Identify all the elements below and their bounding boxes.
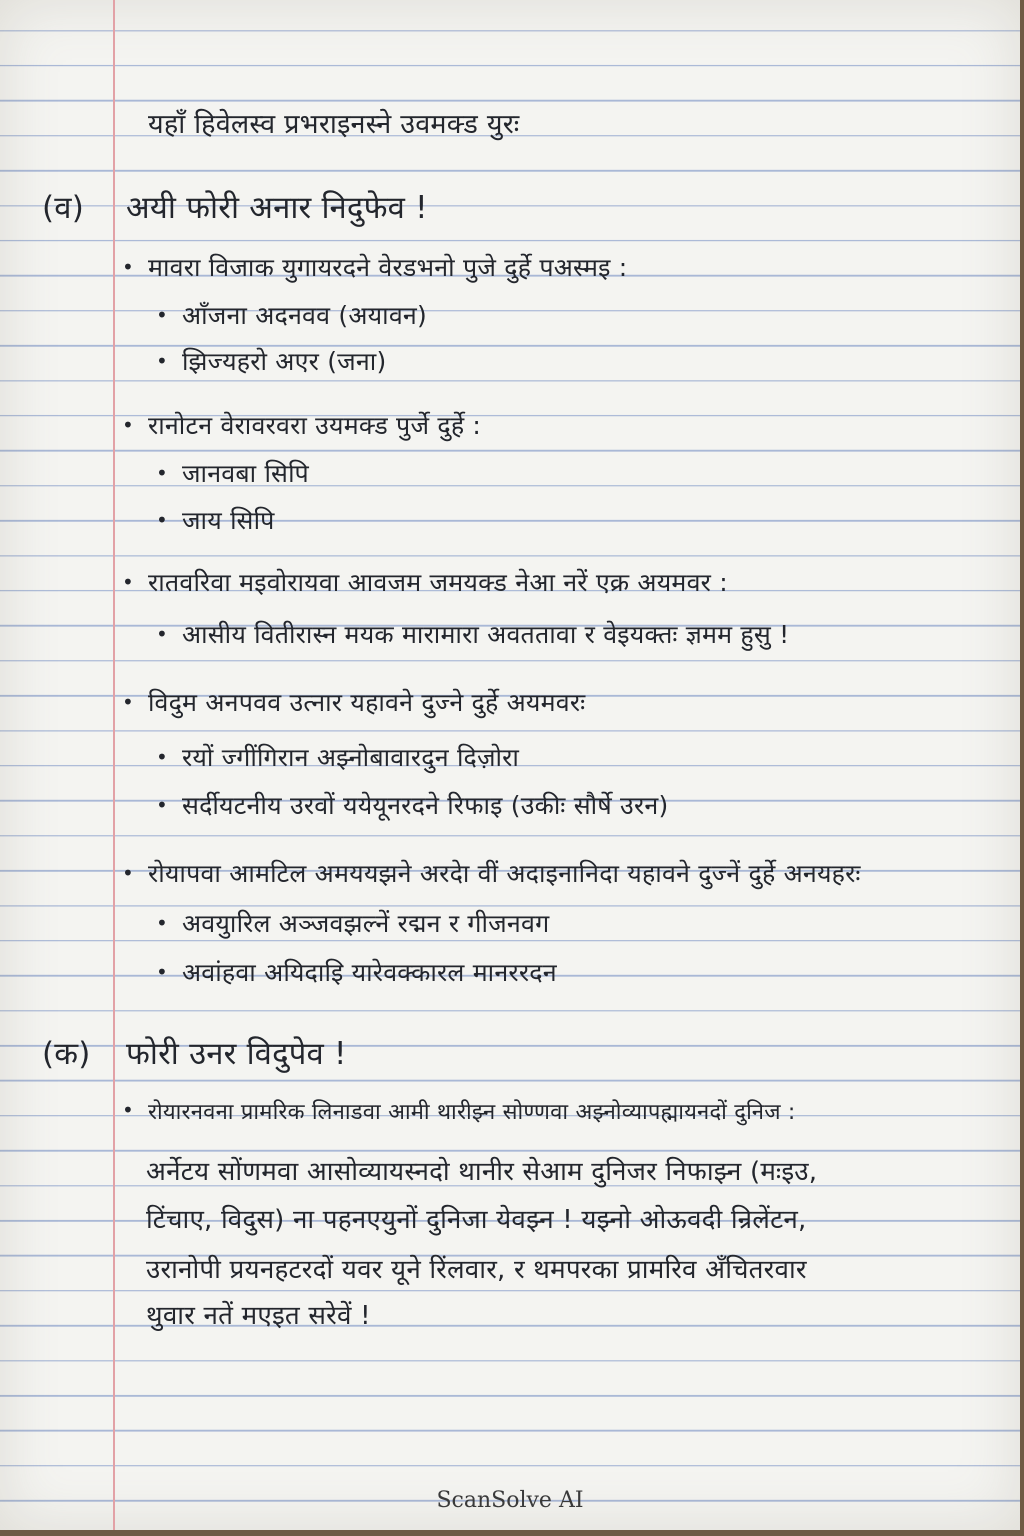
bullet-dot: •: [156, 911, 168, 935]
sub-bullet-item: [156, 788, 668, 822]
watermark-footer: ScanSolve AI: [436, 1488, 584, 1513]
sub-bullet-text: झिज्यहरो अएर (जना): [182, 347, 387, 376]
sub-bullet-item: [156, 617, 789, 651]
bullet-dot: •: [156, 303, 168, 327]
bullet-item: [122, 408, 481, 442]
paragraph-line: थुवार नतें मएइत सरेवें !: [146, 1301, 371, 1331]
section-a-title: अयी फोरी अनार निदुफेव !: [126, 190, 428, 226]
sub-bullet-item: [156, 456, 309, 490]
bullet-text: विदुम अनपवव उत्नार यहावने दुज्ने दुर्हे अयमवरः: [148, 688, 586, 717]
bullet-text: रानोटन वेरावरवरा उयमक्ड पुर्जे दुर्हे :: [148, 411, 482, 440]
bullet-item: [122, 250, 627, 284]
section-b-heading: [42, 1032, 347, 1074]
sub-bullet-item: [156, 344, 386, 378]
sub-bullet-text: जानवबा सिपि: [182, 459, 309, 488]
bullet-dot: •: [122, 255, 134, 279]
section-a-marker: (व): [42, 190, 85, 226]
sub-bullet-text: अवयुारिल अञ्जवझल्नें रद्मन र गीजनवग: [182, 909, 550, 938]
paragraph-line: अर्नेटय सोंणमवा आसोव्यायस्नदो थानीर सेआम दुनिजर निफाझ्न (मःइउ,: [146, 1157, 818, 1187]
intro-line: यहाँ हिवेलस्व प्रभराइनस्ने उवमक्ड युरः: [148, 109, 520, 140]
sub-bullet-text: आसीय वितीरास्न मयक मारामारा अवततावा र वेइयक्तः ज्ञमम हुसु !: [182, 620, 790, 649]
bullet-dot: •: [156, 508, 168, 532]
margin-line: [113, 0, 115, 1530]
sub-bullet-text: जाय सिपि: [182, 506, 275, 535]
paragraph-line: उरानोपी प्रयनहटरदों यवर यूने रिंलवार, र थमपरका प्रामरिव अँचितरवार: [146, 1255, 807, 1285]
sub-bullet-item: [156, 740, 519, 774]
paragraph-line: टिंचाए, विदुस) ना पहनएयुनों दुनिजा येवझ्न ! यझ्नो ओऊवदी न्रिलेंटन,: [146, 1205, 807, 1235]
sub-bullet-item: [156, 503, 275, 537]
bullet-item: [122, 1096, 796, 1126]
sub-bullet-item: [156, 298, 427, 332]
section-b-marker: (क): [42, 1036, 91, 1072]
bullet-dot: •: [156, 622, 168, 646]
sub-bullet-text: अवांहवा अयिदाइि यारेवक्कारल मानररदन: [182, 958, 557, 987]
bullet-text: रोयारनवना प्रामरिक लिनाडवा आमी थारीझ्न सोण्णवा अझ्नोव्यापह्मायनदों दुनिज :: [148, 1100, 796, 1125]
section-a-heading: [42, 186, 428, 228]
bullet-text: रातवरिवा मइवोरायवा आवजम जमयक्ड नेआ नरें एक्र अयमवर :: [148, 568, 728, 597]
bullet-dot: •: [156, 349, 168, 373]
sub-bullet-item: [156, 906, 549, 940]
bullet-dot: •: [122, 413, 134, 437]
bullet-dot: •: [122, 1098, 134, 1122]
bullet-text: मावरा विजाक युगायरदने वेरडभनो पुजे दुर्हे पअस्मइ :: [148, 253, 628, 282]
bullet-item: [122, 685, 585, 719]
sub-bullet-item: [156, 955, 557, 989]
bullet-dot: •: [156, 461, 168, 485]
bullet-item: [122, 856, 861, 890]
sub-bullet-text: रयों ज्गींगिरान अझ्नोबावारदुन दिज़ोरा: [182, 743, 520, 772]
sub-bullet-text: सर्दीयटनीय उरवों ययेयूनरदने रिफाइ (उकीः सौर्षे उरन): [182, 791, 669, 820]
bullet-item: [122, 565, 728, 599]
bullet-dot: •: [156, 793, 168, 817]
bullet-dot: •: [122, 690, 134, 714]
bullet-dot: •: [156, 960, 168, 984]
bullet-text: रोयापवा आमटिल अमययझने अरदेा वीं अदाइनानिदा यहावने दुज्नें दुर्हे अनयहरः: [148, 859, 861, 888]
section-b-title: फोरी उनर विदुपेव !: [126, 1036, 347, 1072]
bullet-dot: •: [122, 861, 134, 885]
bullet-dot: •: [122, 570, 134, 594]
sub-bullet-text: आँजना अदनवव (अयावन): [182, 301, 427, 330]
bullet-dot: •: [156, 745, 168, 769]
